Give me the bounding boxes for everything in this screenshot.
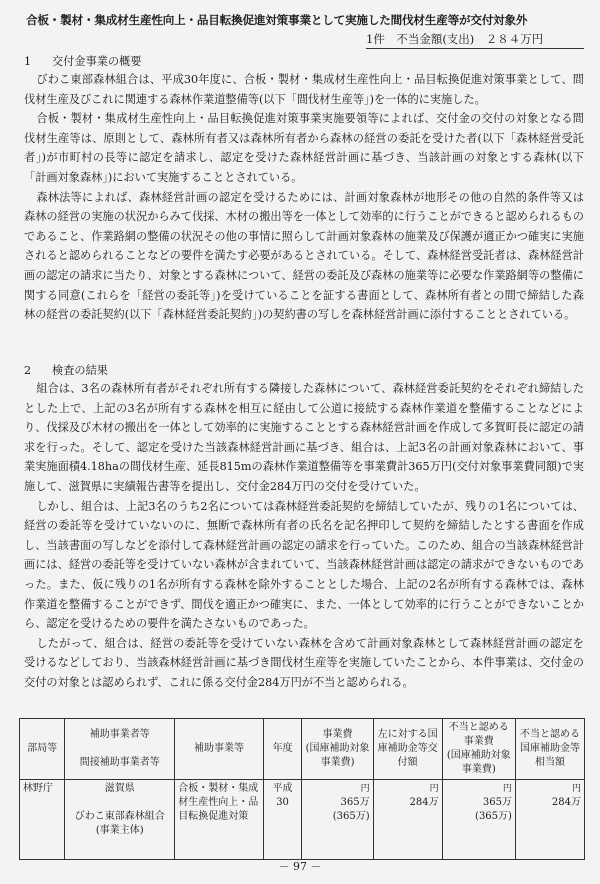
header-project: 補助事業等 <box>175 719 263 780</box>
section-2-heading <box>24 362 108 378</box>
header-cost <box>302 719 373 780</box>
cell-cost <box>302 780 373 860</box>
section-2-paragraph: したがって、組合は、経営の委託等を受けていない森林を含めて計画対象森林として森林経営計画の認定を受けるなどしており、当該森林経営計画に基づき間伐材生産等を実施していたことから、本件事業は、交付金の交付の対象とは認められず、これに係る交付金284万円が不当と認められる。 <box>24 636 584 689</box>
header-cost-main: 事業費 <box>322 729 353 740</box>
section-1-paragraph: 森林法等によれば、森林経営計画の認定を受けるためには、計画対象森林が地形その他の自然的条件等又は森林の経営の実施の状況からみて伐採、木材の搬出等を一体として効率的に行うことができると認められるものであること、作業路網の整備の状況その他の事情に照らして計画対象森林の施業及び保護が適正かつ確実に実施されると認められることなどの要件を満たす必要があるとされている。そして、森林経営受託者は、森林経営計画の認定の請求に当たり、対象とする森林について、経営の委託及び森林の施業等に必要な作業路網等の整備に関する同意(これらを「経営の委託等」)を受けていることを証する書面として、森林所有者との間で締結した森林の経営の委託契約(以下「森林経営委託契約」)の契約書の写しを森林経営計画に添付することとされている。 <box>24 190 584 322</box>
page-number: － 97 － <box>278 860 322 873</box>
cell-cost-value: 365万 <box>340 797 370 808</box>
header-national: 左に対する国庫補助金等交付額 <box>373 719 442 780</box>
cell-year: 平成30 <box>263 780 302 860</box>
cell-project: 合板・製材・集成材生産性向上・品目転換促進対策 <box>175 780 263 860</box>
section-1-body <box>24 70 584 325</box>
section-2-body <box>24 379 584 693</box>
header-year: 年度 <box>263 719 302 780</box>
cell-entity <box>65 780 175 860</box>
cell-national-value: 284万 <box>409 797 439 808</box>
cell-entity-indirect: びわこ東部森林組合(事業主体) <box>74 811 165 836</box>
cell-national-unit: 円 <box>429 784 439 794</box>
header-entity-main: 補助事業者等 <box>89 729 150 740</box>
section-1-number: 1 <box>24 55 32 68</box>
header-improper-cost-main: 不当と認める事業費 <box>448 722 509 747</box>
cell-improper-cost <box>442 780 515 860</box>
summary-table <box>19 718 585 860</box>
cell-cost-sub: (365万) <box>332 811 370 822</box>
cell-improper-cost-value: 365万 <box>482 797 512 808</box>
cell-dept: 林野庁 <box>20 780 65 860</box>
section-1-paragraph: 合板・製材・集成材生産性向上・品目転換促進対策事業実施要領等によれば、交付金の交付の対象となる間伐材生産等は、原則として、森林所有者又は森林所有者から森林の経営の委託を受けた者(以下「森林経営受託者」)が市町村の長等に認定を請求し、認定を受けた森林経営計画に基づき、当該計画の対象とする森林(以下「計画対象森林」)において実施することとされている。 <box>24 112 584 184</box>
cell-cost-unit: 円 <box>360 784 370 794</box>
improper-amount: 1件 不当金額(支出) ２８４万円 <box>366 31 584 49</box>
header-entity-indirect: 間接補助事業者等 <box>79 757 160 768</box>
section-1-title: 交付金事業の概要 <box>52 55 142 68</box>
cell-entity-main: 滋賀県 <box>104 783 135 794</box>
table-row <box>20 780 585 860</box>
section-2-title: 検査の結果 <box>52 364 108 377</box>
cell-improper-national <box>515 780 584 860</box>
section-1-heading <box>24 53 142 69</box>
cell-improper-cost-unit: 円 <box>502 784 512 794</box>
section-2-number: 2 <box>24 364 32 377</box>
cell-improper-national-unit: 円 <box>571 784 581 794</box>
header-improper-cost-sub: (国庫補助対象事業費) <box>446 750 511 775</box>
header-cost-sub: (国庫補助対象事業費) <box>305 743 370 768</box>
section-1-paragraph: びわこ東部森林組合は、平成30年度に、合板・製材・集成材生産性向上・品目転換促進対策事業として、間伐材生産及びこれに関連する森林作業道整備等(以下「間伐材生産等」)を一体的に実施した。 <box>24 73 584 106</box>
section-2-paragraph: 組合は、3名の森林所有者がそれぞれ所有する隣接した森林について、森林経営委託契約をそれぞれ締結したとした上で、上記の3名が所有する森林を相互に経由して公道に接続する森林作業道を整備することなどにより、伐採及び木材の搬出を一体として効率的に実施することとする森林経営計画を作成して多賀町長に認定の請求を行った。そして、認定を受けた当該森林経営計画に基づき、組合は、上記3名の計画対象森林において、事業実施面積4.18haの間伐材生産、延長815mの森林作業道整備等を事業費計365万円(交付対象事業費同額)で実施して、滋賀県に実績報告書等を提出し、交付金284万円の交付を受けていた。 <box>24 382 584 493</box>
header-improper-cost <box>442 719 515 780</box>
header-improper-national: 不当と認める国庫補助金等相当額 <box>515 719 584 780</box>
header-dept: 部局等 <box>20 719 65 780</box>
cell-improper-cost-sub: (365万) <box>475 811 512 822</box>
cell-improper-national-value: 284万 <box>551 797 581 808</box>
cell-national <box>373 780 442 860</box>
table-header-row <box>20 719 585 780</box>
section-2-paragraph: しかし、組合は、上記3名のうち2名については森林経営委託契約を締結していたが、残りの1名については、経営の委託等を受けていないのに、無断で森林所有者の氏名を記名押印して契約を締結したとする書面を作成し、当該書面の写しなどを添付して森林経営計画の認定の請求を行っていた。このため、組合の当該森林経営計画には、経営の委託等を受けていない森林が含まれていて、当該森林経営計画は認定の請求ができないものであった。また、仮に残りの1名が所有する森林を除外することとした場合、上記の2名が所有する森林では、森林作業道を整備することができず、間伐を適正かつ確実に、また、一体として効率的に行うことができないことから、認定を受けるための要件を満たさないものであった。 <box>24 499 584 631</box>
page-title: 合板・製材・集成材生産性向上・品目転換促進対策事業として実施した間伐材生産等が交付対象外 <box>26 13 528 27</box>
header-entity <box>65 719 175 780</box>
